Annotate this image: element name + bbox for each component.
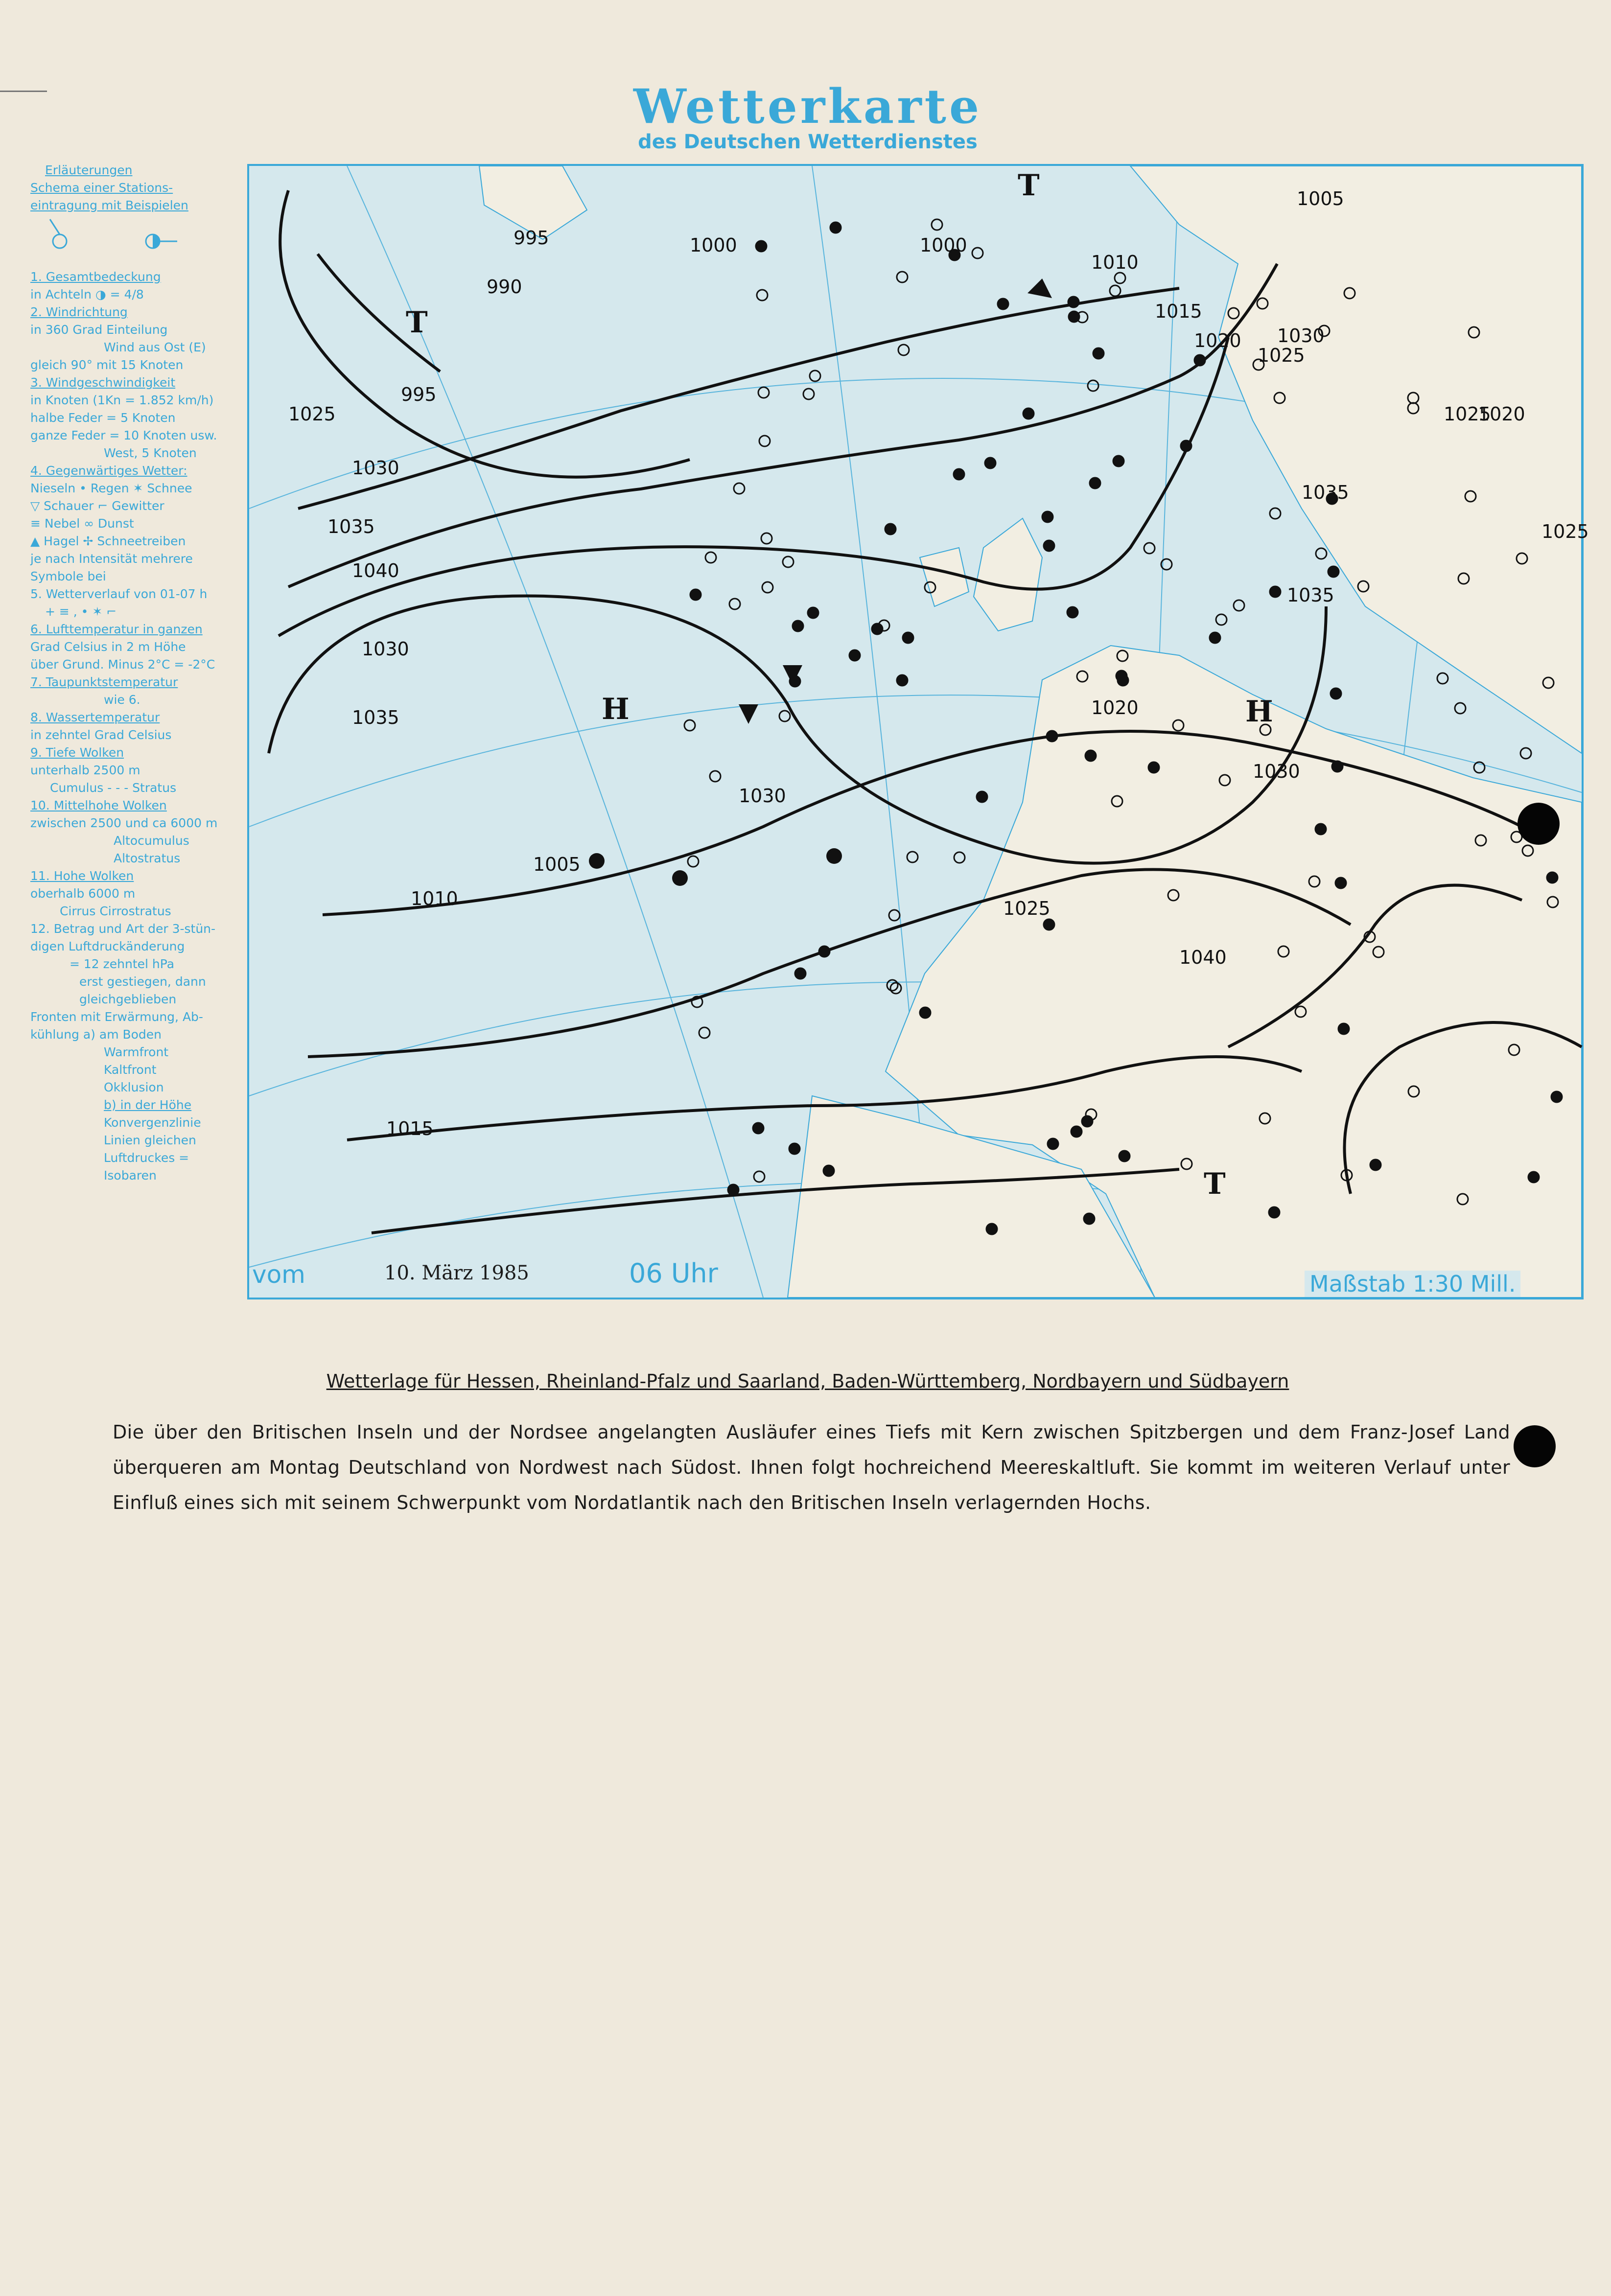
high-pressure-center: H — [1245, 695, 1273, 729]
station-circle-icon — [954, 469, 964, 480]
legend-weather-symbols: + ≡ , • ✶ ⌐ — [45, 604, 117, 619]
legend-line: 1. Gesamtbedeckung — [30, 270, 161, 284]
station-circle-icon — [1118, 675, 1128, 686]
legend-line: b) in der Höhe — [104, 1098, 192, 1112]
legend-line: Warmfront — [104, 1045, 169, 1059]
station-circle-icon — [1331, 688, 1341, 699]
legend-line: Schema einer Stations- — [30, 181, 173, 195]
legend-line: in Achteln ◑ = 4/8 — [30, 287, 144, 301]
station-circle-icon — [954, 852, 965, 863]
isobar-label: 1040 — [1179, 947, 1227, 968]
legend-line: 6. Lufttemperatur in ganzen — [30, 622, 203, 636]
station-circle-icon — [885, 524, 896, 534]
station-circle-icon — [758, 387, 769, 398]
station-circle-icon — [1088, 380, 1098, 391]
legend-line: Nieseln • Regen ✶ Schnee — [30, 481, 192, 495]
station-circle-icon — [897, 272, 908, 282]
legend-line: 9. Tiefe Wolken — [30, 745, 124, 760]
cold-front-marker — [1027, 278, 1052, 298]
legend-line: Wind aus Ost (E) — [104, 340, 206, 354]
station-circle-icon — [898, 345, 909, 355]
station-circle-icon — [872, 624, 883, 634]
legend-line: gleich 90° mit 15 Knoten — [30, 358, 184, 372]
page-edge-mark — [0, 91, 47, 92]
station-circle-icon — [754, 1171, 765, 1182]
station-circle-icon — [1210, 632, 1220, 643]
map-footer-vom: vom — [252, 1260, 305, 1289]
legend-station-example — [30, 214, 246, 268]
station-circle-icon — [1119, 1151, 1130, 1161]
station-circle-icon — [790, 676, 800, 687]
station-circle-icon — [1338, 1023, 1349, 1034]
legend-line: kühlung a) am Boden — [30, 1027, 162, 1042]
station-circle-icon — [986, 1224, 997, 1234]
legend-line: gleichgeblieben — [79, 992, 177, 1006]
station-circle-icon — [972, 248, 983, 258]
station-circle-icon — [1090, 478, 1100, 488]
weather-map-canvas — [249, 166, 1589, 1298]
legend-line: Fronten mit Erwärmung, Ab- — [30, 1010, 203, 1024]
station-model-icon — [30, 214, 246, 268]
station-circle-icon — [1115, 273, 1125, 283]
station-circle-icon — [1084, 1213, 1095, 1224]
station-circle-icon — [1335, 878, 1346, 888]
legend-line: Luftdruckes = — [104, 1151, 189, 1165]
station-circle-icon — [1148, 762, 1159, 773]
station-circle-icon — [783, 557, 794, 567]
legend-line: wie 6. — [104, 693, 140, 707]
isobar-label: 1000 — [920, 234, 967, 256]
legend-panel — [30, 162, 246, 1312]
station-circle-icon — [1547, 872, 1558, 883]
station-circle-icon — [759, 436, 770, 446]
isobar-label: 1020 — [1478, 403, 1525, 425]
station-circle-icon — [1194, 355, 1205, 366]
punch-hole — [1518, 803, 1560, 845]
isobar-label: 990 — [487, 276, 522, 298]
station-circle-icon — [903, 632, 913, 643]
station-circle-icon — [761, 533, 772, 544]
station-circle-icon — [977, 791, 987, 802]
station-circle-icon — [1113, 456, 1124, 466]
station-circle-icon — [1048, 1138, 1058, 1149]
station-circle-icon — [1520, 748, 1531, 759]
weather-map — [247, 164, 1589, 1299]
isobar-label: 1025 — [1258, 345, 1305, 366]
legend-line: Okklusion — [104, 1080, 164, 1094]
legend-line: halbe Feder = 5 Knoten — [30, 411, 176, 425]
isobar-label: 1000 — [690, 234, 737, 256]
station-circle-icon — [1085, 750, 1096, 761]
legend-line: West, 5 Knoten — [104, 446, 197, 460]
legend-line: in Knoten (1Kn = 1.852 km/h) — [30, 393, 214, 407]
station-circle-icon — [1047, 731, 1057, 742]
legend-line: je nach Intensität mehrere — [30, 552, 193, 566]
isobar-label: 1020 — [1091, 697, 1139, 719]
legend-line: über Grund. Minus 2°C = -2°C — [30, 657, 215, 672]
punch-hole — [1514, 1425, 1556, 1467]
station-circle-icon — [1144, 543, 1155, 554]
legend-line: Cirrus Cirrostratus — [60, 904, 171, 918]
station-circle-icon — [823, 1165, 834, 1176]
station-circle-icon — [887, 980, 898, 991]
page-title: Wetterkarte — [633, 79, 982, 134]
isobar-label: 1030 — [362, 638, 409, 660]
legend-line: ▲ Hagel ✢ Schneetreiben — [30, 534, 186, 548]
isobar-label: 1015 — [386, 1118, 434, 1139]
legend-line: Altocumulus — [114, 834, 189, 848]
station-circle-icon — [803, 389, 814, 399]
station-circle-icon — [985, 458, 996, 468]
station-circle-icon — [688, 856, 699, 867]
station-circle-icon — [710, 771, 721, 782]
legend-line: 12. Betrag und Art der 3-stün- — [30, 922, 216, 936]
station-circle-icon — [1455, 703, 1466, 714]
station-circle-icon — [1551, 1091, 1562, 1102]
station-circle-icon — [789, 1143, 800, 1154]
isobar-label: 1025 — [288, 403, 336, 425]
legend-line: oberhalb 6000 m — [30, 886, 136, 901]
station-circle-icon — [728, 1184, 739, 1195]
legend-line: digen Luftdruckänderung — [30, 939, 185, 953]
isobar-label: 1010 — [411, 888, 458, 909]
isobar-label: 1025 — [1003, 898, 1051, 919]
isobar-label: 1030 — [739, 785, 786, 807]
station-circle-icon — [1528, 1172, 1539, 1183]
isobar-label: 1035 — [1287, 584, 1334, 606]
isobar-label: 995 — [401, 384, 437, 405]
isobar-label: 1035 — [352, 707, 399, 728]
station-circle-icon — [907, 852, 918, 862]
station-circle-icon — [897, 675, 908, 686]
station-circle-icon — [810, 371, 820, 381]
high-pressure-center: H — [602, 692, 630, 726]
station-circle-icon — [1316, 548, 1327, 559]
legend-line: Grad Celsius in 2 m Höhe — [30, 640, 186, 654]
legend-line: 3. Windgeschwindigkeit — [30, 375, 176, 390]
station-circle-icon — [699, 1027, 710, 1038]
legend-line: 10. Mittelhohe Wolken — [30, 798, 167, 812]
station-circle-icon — [1234, 600, 1244, 611]
station-circle-icon — [753, 1123, 764, 1134]
isobar-label: 1030 — [352, 457, 399, 479]
station-circle-icon — [690, 589, 701, 600]
station-circle-icon — [998, 299, 1008, 309]
station-circle-icon — [1332, 761, 1343, 772]
legend-line: Altostratus — [114, 851, 181, 865]
legend-line: Konvergenzlinie — [104, 1115, 201, 1130]
station-circle-icon — [1328, 566, 1339, 577]
station-circle-icon — [1068, 297, 1079, 307]
station-circle-icon — [795, 968, 806, 979]
isobar-label: 1005 — [1297, 188, 1344, 209]
isobar-label: 1035 — [1302, 482, 1349, 503]
isobar-label: 1020 — [1194, 330, 1241, 351]
legend-line: Symbole bei — [30, 569, 106, 583]
station-circle-icon — [1269, 1207, 1280, 1218]
station-circle-icon — [1216, 614, 1227, 625]
legend-line: in 360 Grad Einteilung — [30, 323, 168, 337]
isobar-label: 1035 — [327, 516, 375, 537]
legend-line: Kaltfront — [104, 1063, 157, 1077]
legend-line: unterhalb 2500 m — [30, 763, 140, 777]
isobar-label: 995 — [514, 227, 549, 249]
station-circle-icon — [1110, 285, 1121, 296]
station-circle-icon — [762, 582, 773, 593]
station-circle-icon — [1067, 607, 1078, 618]
isobar-label: 1025 — [1444, 403, 1491, 425]
isobar-label: 1010 — [1091, 252, 1139, 273]
cold-front-marker — [739, 704, 758, 724]
page-subtitle: des Deutschen Wetterdienstes — [638, 131, 978, 153]
station-circle-icon — [1044, 919, 1054, 930]
station-circle-icon — [734, 483, 745, 494]
station-circle-icon — [756, 241, 767, 252]
map-scale: Maßstab 1:30 Mill. — [1305, 1271, 1520, 1297]
station-circle-icon — [920, 1007, 931, 1018]
station-circle-icon — [1042, 511, 1053, 522]
station-circle-icon — [1270, 586, 1281, 597]
legend-line: eintragung mit Beispielen — [30, 198, 188, 212]
legend-line: 4. Gegenwärtiges Wetter: — [30, 464, 187, 478]
legend-line: 11. Hohe Wolken — [30, 869, 134, 883]
station-circle-icon — [1023, 408, 1034, 419]
station-circle-icon — [1437, 673, 1448, 684]
station-circle-icon — [1093, 348, 1104, 359]
legend-line: in zehntel Grad Celsius — [30, 728, 172, 742]
warm-front-marker — [672, 870, 688, 886]
report-heading: Wetterlage für Hessen, Rheinland-Pfalz und Saarland, Baden-Württemberg, Nordbayern und Südbayern — [326, 1370, 1289, 1392]
station-circle-icon — [830, 222, 841, 233]
isobar-label: 1025 — [1541, 521, 1589, 542]
station-circle-icon — [757, 290, 768, 301]
map-date: 10. März 1985 — [384, 1262, 529, 1284]
station-circle-icon — [729, 599, 740, 609]
legend-line: 5. Wetterverlauf von 01-07 h — [30, 587, 208, 601]
station-circle-icon — [889, 910, 900, 921]
map-time: 06 Uhr — [629, 1258, 718, 1289]
station-circle-icon — [808, 607, 818, 618]
station-circle-icon — [1069, 311, 1079, 322]
legend-line: Linien gleichen — [104, 1133, 196, 1147]
legend-heading: Erläuterungen — [45, 163, 133, 177]
land-masses — [479, 166, 1582, 1298]
station-circle-icon — [684, 720, 695, 731]
legend-line: 2. Windrichtung — [30, 305, 128, 319]
station-circle-icon — [849, 650, 860, 661]
isobar-label: 1030 — [1277, 325, 1325, 347]
isobar-label: 1015 — [1155, 301, 1202, 322]
station-circle-icon — [793, 621, 803, 631]
report-text: Die über den Britischen Inseln und der Nordsee angelangten Ausläufer eines Tiefs mit Kern zwischen Spitzbergen und dem Franz-Josef Land überqueren am Montag Deutschland von Nordwest nach Südost. Ihnen folgt hochreichend Meereskaltluft. Sie kommt im weiteren Verlauf unter Einfluß eines sich mit seinem Schwerpunkt vom Nordatlantik nach den Britischen Inseln verlagernden Hochs. — [113, 1421, 1510, 1513]
legend-line: Cumulus - - - Stratus — [50, 781, 177, 795]
low-pressure-center: T — [1204, 1167, 1226, 1201]
warm-front-marker — [826, 848, 842, 864]
legend-line: ganze Feder = 10 Knoten usw. — [30, 428, 217, 442]
station-circle-icon — [1181, 441, 1191, 451]
isobar-label: 1030 — [1253, 761, 1300, 782]
station-circle-icon — [1044, 540, 1054, 551]
station-circle-icon — [819, 946, 830, 957]
station-circle-icon — [1370, 1160, 1381, 1170]
legend-line: Isobaren — [104, 1168, 157, 1183]
station-circle-icon — [890, 983, 901, 994]
isobar-label: 1005 — [533, 854, 581, 875]
legend-line: = 12 zehntel hPa — [70, 957, 175, 971]
station-circle-icon — [932, 219, 942, 230]
station-circle-icon — [1071, 1126, 1082, 1137]
station-circle-icon — [779, 711, 790, 721]
legend-line: ▽ Schauer ⌐ Gewitter — [30, 499, 164, 513]
legend-line: 7. Taupunktstemperatur — [30, 675, 178, 689]
station-circle-icon — [1270, 508, 1281, 519]
legend-line: ≡ Nebel ∞ Dunst — [30, 516, 134, 531]
low-pressure-center: T — [406, 305, 428, 340]
station-circle-icon — [705, 552, 716, 563]
low-pressure-center: T — [1018, 168, 1040, 203]
legend-line: erst gestiegen, dann — [79, 974, 206, 989]
isobar-label: 1040 — [352, 560, 399, 581]
legend-line: zwischen 2500 und ca 6000 m — [30, 816, 218, 830]
station-circle-icon — [1315, 824, 1326, 835]
warm-front-marker — [589, 853, 605, 869]
legend-line: 8. Wassertemperatur — [30, 710, 160, 724]
